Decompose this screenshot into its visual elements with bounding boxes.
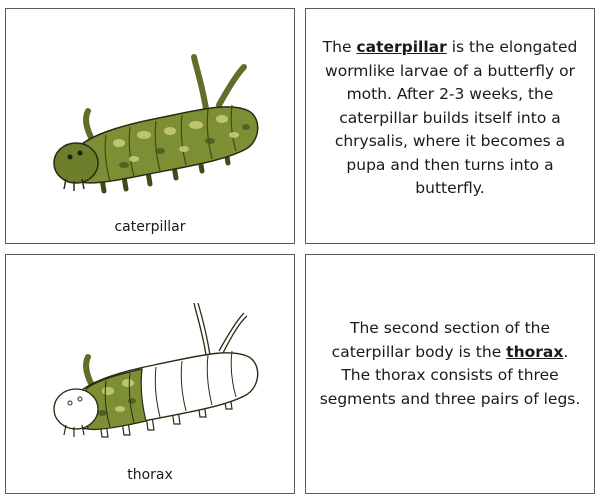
definition-body: . The thorax consists of three segments and three pairs of legs. <box>319 342 581 408</box>
caption-caterpillar: caterpillar <box>114 219 186 235</box>
definition-text <box>316 317 584 411</box>
definition-term: thorax <box>506 342 564 361</box>
definition-body: is the elongated wormlike larvae of a butterfly or moth. After 2-3 weeks, the caterpillar builds itself into a chrysalis, where it becomes a pupa and then turns into a butterfly. <box>325 38 578 197</box>
definition-card-caterpillar <box>305 8 595 244</box>
definition-prefix: The second section of the caterpillar body is the <box>331 319 551 361</box>
picture-card-caterpillar <box>5 8 295 244</box>
picture-card-thorax <box>5 254 295 494</box>
definition-prefix: The <box>322 38 357 56</box>
definition-text <box>316 36 584 201</box>
caption-thorax: thorax <box>127 467 173 483</box>
definition-card-thorax <box>305 254 595 494</box>
caterpillar-thorax-highlight-illustration <box>24 285 264 455</box>
caterpillar-illustration <box>24 39 264 209</box>
definition-term: caterpillar <box>356 38 447 56</box>
